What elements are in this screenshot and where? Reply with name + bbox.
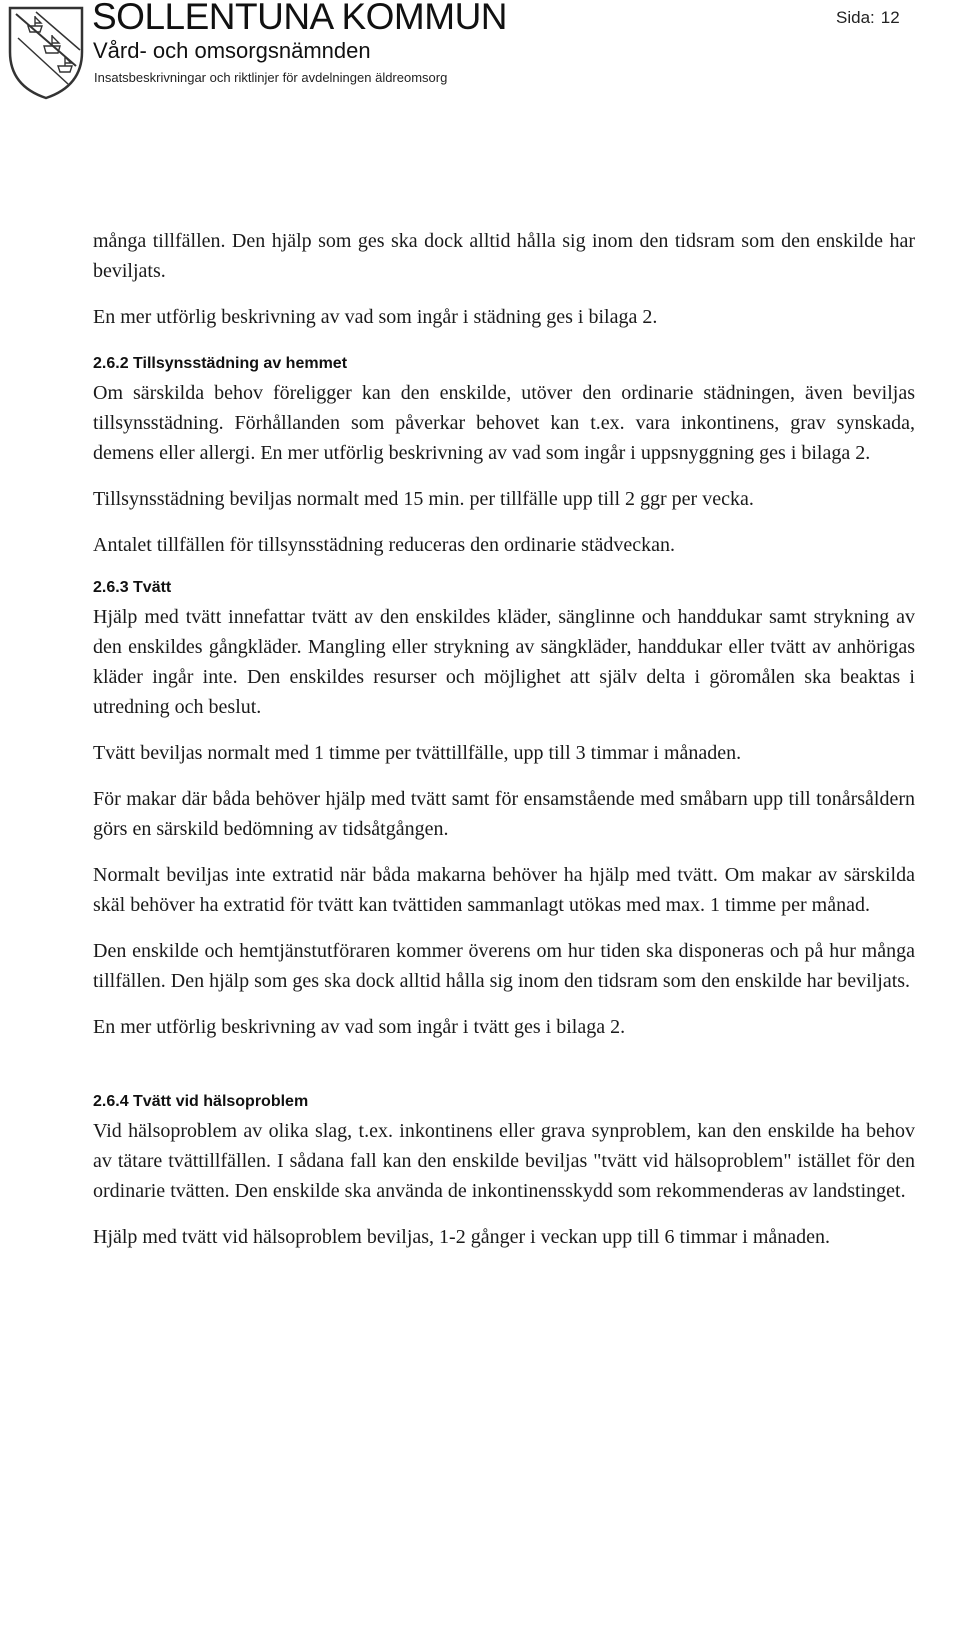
organization-name: SOLLENTUNA KOMMUN (92, 0, 508, 37)
section-heading: 2.6.4 Tvätt vid hälsoproblem (93, 1093, 309, 1110)
document-subtitle: Insatsbeskrivningar och riktlinjer för avdelningen äldreomsorg (94, 70, 448, 85)
paragraph: En mer utförlig beskrivning av vad som ingår i städning ges i bilaga 2. (93, 306, 658, 328)
paragraph: många tillfällen. Den hjälp som ges ska dock alltid hålla sig inom den tidsram som den enskilde har beviljats. (93, 230, 915, 282)
page-number-value: 12 (880, 8, 900, 27)
paragraph: För makar där båda behöver hjälp med tvätt samt för ensamstående med småbarn upp till tonårsåldern görs en särskild bedömning av tidsåtgången. (93, 788, 915, 840)
paragraph: Vid hälsoproblem av olika slag, t.ex. inkontinens eller grava synproblem, kan den enskilde ha behov av tätare tvättillfällen. I sådana fall kan den enskilde beviljas "tvätt vid hälsoproblem" istället för den ordinarie tvätten. Den enskilde ska använda de inkontinensskydd som rekommenderas av landstinget. (93, 1120, 915, 1202)
document-header (0, 0, 960, 110)
paragraph: Hjälp med tvätt innefattar tvätt av den enskildes kläder, sänglinne och handdukar samt strykning av den enskildes gångkläder. Mangling eller strykning av sängkläder, handdukar eller tvätt av anhörigas kläder ingår inte. Den enskildes resurser och möjlighet att själv delta i göromålen ska beaktas i utredning och beslut. (93, 606, 915, 718)
paragraph: Den enskilde och hemtjänstutföraren kommer överens om hur tiden ska disponeras och på hur många tillfällen. Den hjälp som ges ska dock alltid hålla sig inom den tidsram som den enskilde har beviljats. (93, 940, 915, 992)
page-label: Sida: (836, 8, 875, 27)
paragraph: Tvätt beviljas normalt med 1 timme per tvättillfälle, upp till 3 timmar i månaden. (93, 742, 742, 764)
coat-of-arms-graphic (6, 4, 86, 100)
paragraph: Om särskilda behov föreligger kan den enskilde, utöver den ordinarie städningen, även beviljas tillsynsstädning. Förhållanden som påverkar behovet kan t.ex. vara inkontinens, grav synskada, demens eller allergi. En mer utförlig beskrivning av vad som ingår i uppsnyggning ges i bilaga 2. (93, 382, 915, 464)
municipal-coat-of-arms-icon (6, 4, 86, 100)
paragraph: Normalt beviljas inte extratid när båda makarna behöver ha hjälp med tvätt. Om makar av särskilda skäl behöver ha extratid för tvätt kan tvättiden sammanlagt utökas med max. 1 timme per månad. (93, 864, 915, 916)
department-name: Vård- och omsorgsnämnden (93, 38, 371, 63)
section-heading: 2.6.3 Tvätt (93, 579, 172, 596)
paragraph: Hjälp med tvätt vid hälsoproblem beviljas, 1-2 gånger i veckan upp till 6 timmar i månaden. (93, 1226, 831, 1248)
paragraph: Tillsynsstädning beviljas normalt med 15 min. per tillfälle upp till 2 ggr per vecka. (93, 488, 754, 510)
document-body (93, 226, 915, 1268)
section-heading: 2.6.2 Tillsynsstädning av hemmet (93, 355, 348, 372)
paragraph: Antalet tillfällen för tillsynsstädning reduceras den ordinarie städveckan. (93, 534, 676, 556)
page-number (836, 8, 900, 28)
paragraph: En mer utförlig beskrivning av vad som ingår i tvätt ges i bilaga 2. (93, 1016, 626, 1038)
